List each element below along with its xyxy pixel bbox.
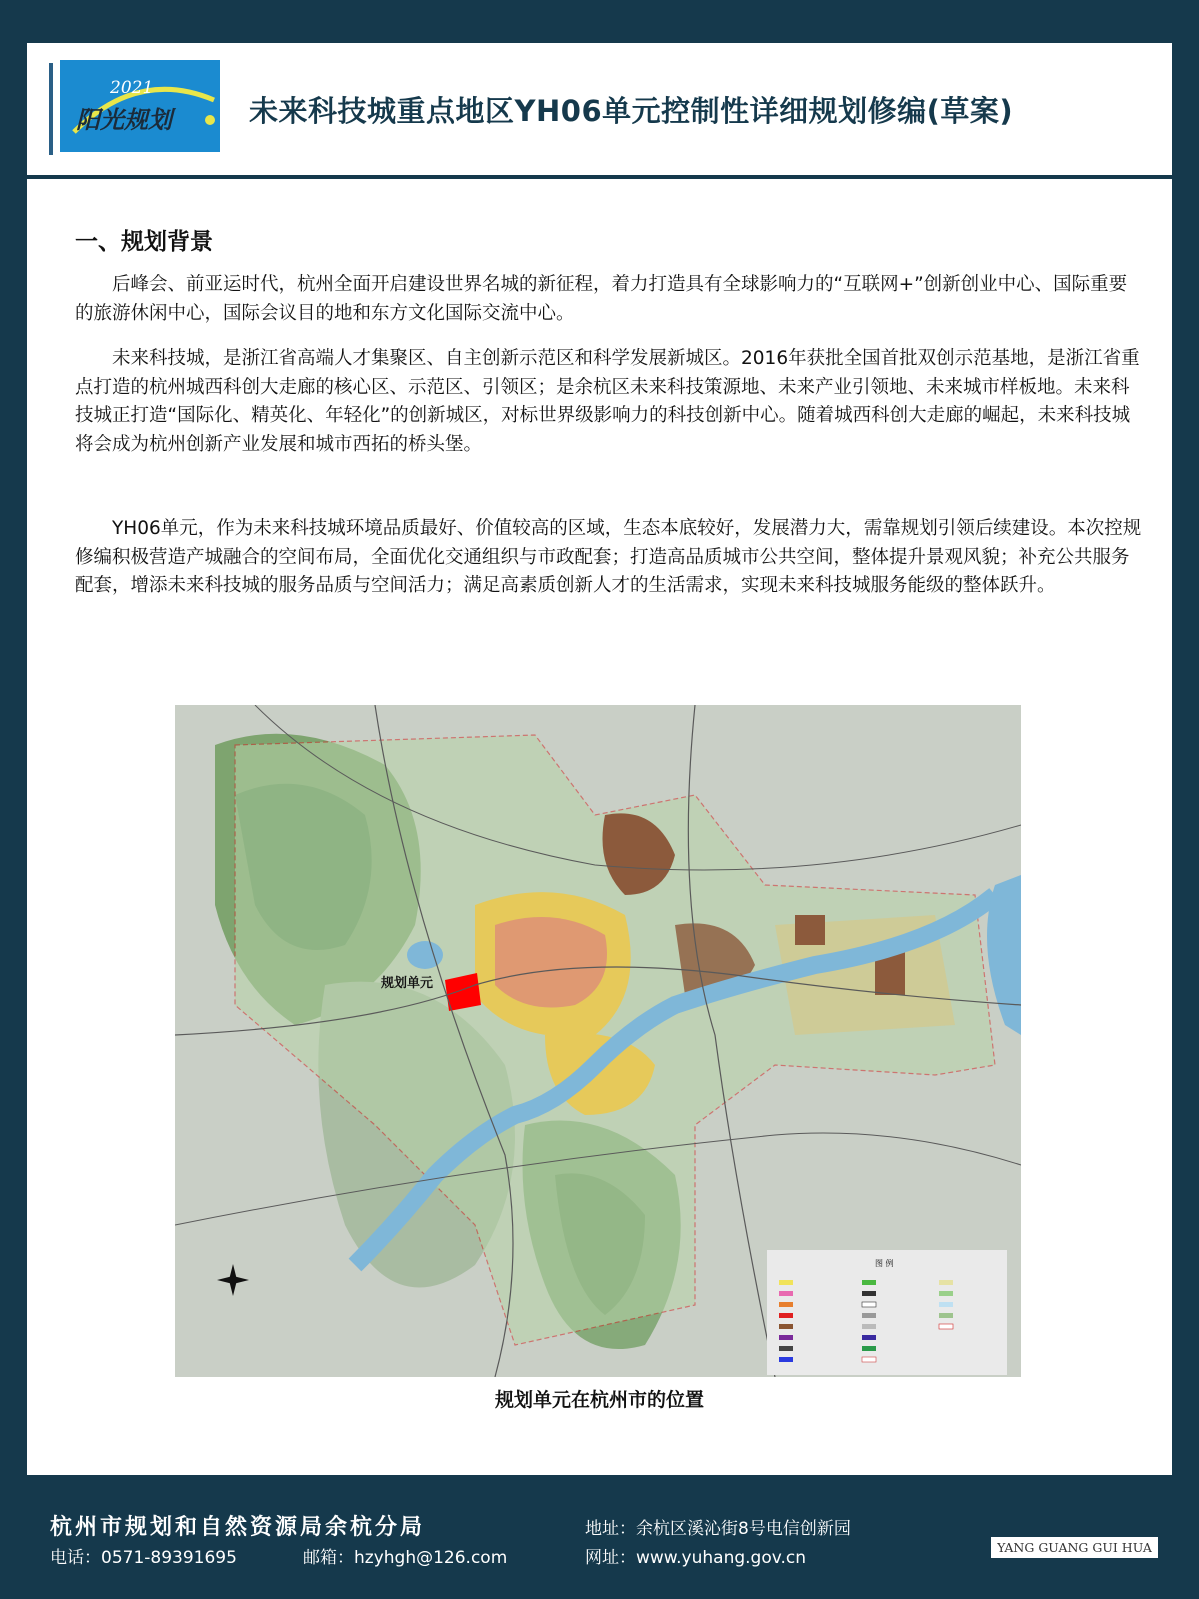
section-title: 一、规划背景	[75, 229, 213, 255]
location-map	[175, 705, 1021, 1377]
page	[27, 43, 1172, 1475]
map-legend	[767, 1250, 1007, 1375]
logo-text: 阳光规划	[76, 106, 172, 134]
legend-title: 图 例	[875, 1259, 894, 1268]
footer-phone: 电话：0571-89391695	[50, 1548, 237, 1568]
map-graphic	[175, 705, 1021, 1377]
paragraph-2: 未来科技城，是浙江省高端人才集聚区、自主创新示范区和科学发展新城区。2016年获批全国首批双创示范基地，是浙江省重点打造的杭州城西科创大走廊的核心区、示范区、引领区；是余杭区未来科技策源地、未来产业引领地、未来城市样板地。未来科技城正打造“国际化、精英化、年轻化”的创新城区，对标世界级影响力的科技创新中心。随着城西科创大走廊的崛起，未来科技城将会成为杭州创新产业发展和城市西拓的桥头堡。	[75, 348, 1140, 455]
footer-address: 地址：余杭区溪沁街8号电信创新园	[585, 1519, 851, 1539]
map-caption: 规划单元在杭州市的位置	[494, 1389, 704, 1411]
page-header	[27, 43, 1172, 179]
logo-year: 2021	[110, 78, 154, 98]
footer-brand: YANG GUANG GUI HUA	[991, 1537, 1158, 1558]
header-accent-bar	[49, 63, 53, 155]
footer-email: 邮箱：hzyhgh@126.com	[303, 1548, 508, 1568]
logo	[60, 60, 220, 152]
paragraph-3: YH06单元，作为未来科技城环境品质最好、价值较高的区域，生态本底较好，发展潜力大，需靠规划引领后续建设。本次控规修编积极营造产城融合的空间布局，全面优化交通组织与市政配套；打造高品质城市公共空间，整体提升景观风貌；补充公共服务配套，增添未来科技城的服务品质与空间活力；满足高素质创新人才的生活需求，实现未来科技城服务能级的整体跃升。	[75, 518, 1142, 596]
footer-org: 杭州市规划和自然资源局余杭分局	[50, 1515, 426, 1540]
planning-unit-label: 规划单元	[381, 976, 434, 991]
footer-website: 网址：www.yuhang.gov.cn	[585, 1548, 807, 1568]
page-title: 未来科技城重点地区YH06单元控制性详细规划修编(草案)	[249, 94, 1014, 128]
paragraph-1: 后峰会、前亚运时代，杭州全面开启建设世界名城的新征程，着力打造具有全球影响力的“互联网+”创新创业中心、国际重要的旅游休闲中心，国际会议目的地和东方文化国际交流中心。	[75, 274, 1128, 324]
